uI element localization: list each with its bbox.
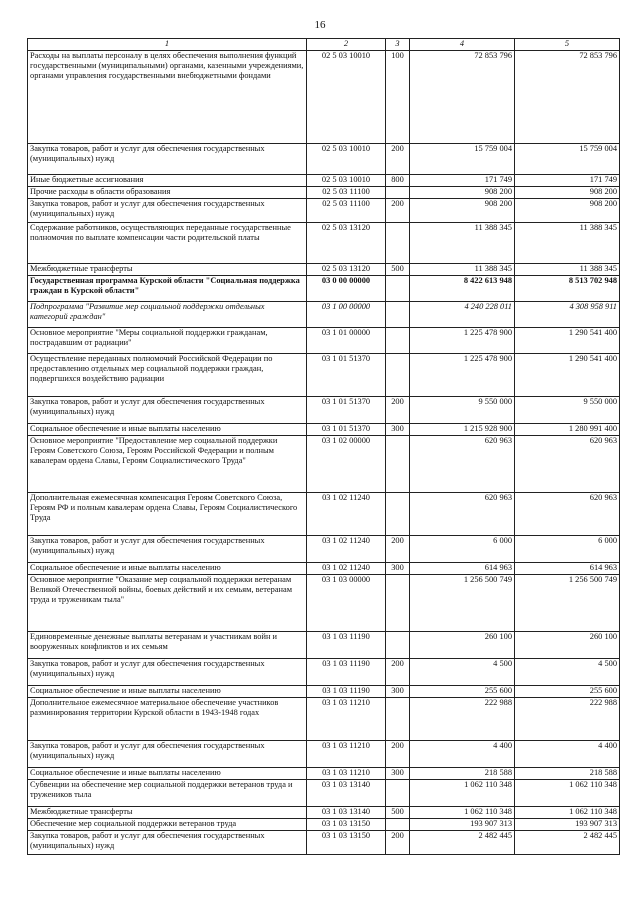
- row-name-cell: Закупка товаров, работ и услуг для обеспечения государственных (муниципальных) нужд: [28, 144, 307, 175]
- row-year2-amount-cell: 11 388 345: [515, 223, 620, 264]
- row-code-cell: 02 5 03 11100: [307, 187, 386, 199]
- row-name-cell: Дополнительная ежемесячная компенсация Героям Советского Союза, Героям РФ и полным кавалерам ордена Славы, Героям Социалистического Труда: [28, 493, 307, 536]
- row-name-cell: Подпрограмма "Развитие мер социальной поддержки отдельных категорий граждан": [28, 302, 307, 328]
- row-expense-type-cell: [386, 819, 410, 831]
- row-year2-amount-cell: 908 200: [515, 187, 620, 199]
- row-year2-amount-cell: 1 062 110 348: [515, 807, 620, 819]
- row-year2-amount-cell: 6 000: [515, 536, 620, 563]
- row-name-cell: Закупка товаров, работ и услуг для обеспечения государственных (муниципальных) нужд: [28, 741, 307, 768]
- row-expense-type-cell: [386, 575, 410, 632]
- row-code-cell: 03 1 03 11210: [307, 698, 386, 741]
- row-expense-type-cell: 800: [386, 175, 410, 187]
- row-year2-amount-cell: 1 290 541 400: [515, 328, 620, 354]
- table-row: [28, 354, 620, 397]
- row-year1-amount-cell: 11 388 345: [410, 264, 515, 276]
- row-year2-amount-cell: 1 256 500 749: [515, 575, 620, 632]
- column-number: 1: [28, 39, 307, 51]
- row-code-cell: 03 1 03 13140: [307, 807, 386, 819]
- row-year2-amount-cell: 4 500: [515, 659, 620, 686]
- row-expense-type-cell: [386, 276, 410, 302]
- row-name-cell: Субвенции на обеспечение мер социальной поддержки ветеранов труда и тружеников тыла: [28, 780, 307, 807]
- row-name-cell: Социальное обеспечение и иные выплаты населению: [28, 768, 307, 780]
- row-year1-amount-cell: 4 400: [410, 741, 515, 768]
- table-row: [28, 831, 620, 855]
- row-year1-amount-cell: 9 550 000: [410, 397, 515, 424]
- table-body: [28, 51, 620, 855]
- table-row: [28, 575, 620, 632]
- row-code-cell: 03 1 03 00000: [307, 575, 386, 632]
- row-expense-type-cell: [386, 354, 410, 397]
- row-name-cell: Прочие расходы в области образования: [28, 187, 307, 199]
- row-code-cell: 02 5 03 13120: [307, 223, 386, 264]
- row-expense-type-cell: 300: [386, 424, 410, 436]
- row-year2-amount-cell: 9 550 000: [515, 397, 620, 424]
- row-code-cell: 03 1 02 00000: [307, 436, 386, 493]
- table-row: [28, 264, 620, 276]
- table-row: [28, 276, 620, 302]
- row-year1-amount-cell: 1 062 110 348: [410, 807, 515, 819]
- row-name-cell: Закупка товаров, работ и услуг для обеспечения государственных (муниципальных) нужд: [28, 536, 307, 563]
- row-code-cell: 03 1 00 00000: [307, 302, 386, 328]
- table-row: [28, 741, 620, 768]
- table-row: [28, 659, 620, 686]
- table-row: [28, 223, 620, 264]
- table-row: [28, 780, 620, 807]
- table-row: [28, 686, 620, 698]
- row-code-cell: 02 5 03 10010: [307, 51, 386, 144]
- table-row: [28, 819, 620, 831]
- row-year1-amount-cell: 72 853 796: [410, 51, 515, 144]
- row-expense-type-cell: [386, 187, 410, 199]
- column-number: 4: [410, 39, 515, 51]
- row-year1-amount-cell: 1 215 928 900: [410, 424, 515, 436]
- row-year1-amount-cell: 908 200: [410, 199, 515, 223]
- row-name-cell: Содержание работников, осуществляющих переданные государственные полномочия по выплате компенсации части родительской платы: [28, 223, 307, 264]
- budget-table: [27, 38, 620, 855]
- row-name-cell: Социальное обеспечение и иные выплаты населению: [28, 686, 307, 698]
- row-expense-type-cell: [386, 223, 410, 264]
- row-name-cell: Расходы на выплаты персоналу в целях обеспечения выполнения функций государственными (муниципальными) органами, казенными учреждениями, органами управления государственными внебюджетными фондами: [28, 51, 307, 144]
- row-name-cell: Закупка товаров, работ и услуг для обеспечения государственных (муниципальных) нужд: [28, 659, 307, 686]
- row-code-cell: 03 1 03 11190: [307, 686, 386, 698]
- row-year2-amount-cell: 620 963: [515, 493, 620, 536]
- table-row: [28, 302, 620, 328]
- table-row: [28, 328, 620, 354]
- row-expense-type-cell: [386, 436, 410, 493]
- row-year1-amount-cell: 620 963: [410, 493, 515, 536]
- row-expense-type-cell: [386, 302, 410, 328]
- row-year2-amount-cell: 4 400: [515, 741, 620, 768]
- row-expense-type-cell: 300: [386, 563, 410, 575]
- row-name-cell: Государственная программа Курской области "Социальная поддержка граждан в Курской области": [28, 276, 307, 302]
- table-row: [28, 563, 620, 575]
- row-year2-amount-cell: 4 308 958 911: [515, 302, 620, 328]
- row-code-cell: 03 1 01 51370: [307, 354, 386, 397]
- row-expense-type-cell: 200: [386, 397, 410, 424]
- row-expense-type-cell: [386, 632, 410, 659]
- row-year1-amount-cell: 908 200: [410, 187, 515, 199]
- row-year2-amount-cell: 908 200: [515, 199, 620, 223]
- row-code-cell: 03 1 02 11240: [307, 536, 386, 563]
- row-year2-amount-cell: 222 988: [515, 698, 620, 741]
- row-year1-amount-cell: 4 240 228 011: [410, 302, 515, 328]
- table-row: [28, 144, 620, 175]
- row-year2-amount-cell: 1 280 991 400: [515, 424, 620, 436]
- row-year1-amount-cell: 614 963: [410, 563, 515, 575]
- row-year1-amount-cell: 1 256 500 749: [410, 575, 515, 632]
- row-name-cell: Единовременные денежные выплаты ветеранам и участникам войн и вооруженных конфликтов и их семьям: [28, 632, 307, 659]
- row-code-cell: 03 1 01 00000: [307, 328, 386, 354]
- row-year1-amount-cell: 218 588: [410, 768, 515, 780]
- row-name-cell: Межбюджетные трансферты: [28, 264, 307, 276]
- table-row: [28, 51, 620, 144]
- table-row: [28, 493, 620, 536]
- table-row: [28, 632, 620, 659]
- row-expense-type-cell: 100: [386, 51, 410, 144]
- row-year1-amount-cell: 260 100: [410, 632, 515, 659]
- row-name-cell: Основное мероприятие "Предоставление мер социальной поддержки Героям Советского Союза, Героям Российской Федерации и полным кавалерам ордена Славы, Героям Социалистического Труда": [28, 436, 307, 493]
- table-row: [28, 424, 620, 436]
- row-name-cell: Межбюджетные трансферты: [28, 807, 307, 819]
- row-year2-amount-cell: 2 482 445: [515, 831, 620, 855]
- row-code-cell: 02 5 03 10010: [307, 144, 386, 175]
- row-expense-type-cell: 200: [386, 536, 410, 563]
- table-row: [28, 698, 620, 741]
- row-year2-amount-cell: 8 513 702 948: [515, 276, 620, 302]
- row-year1-amount-cell: 193 907 313: [410, 819, 515, 831]
- row-expense-type-cell: 200: [386, 144, 410, 175]
- row-year1-amount-cell: 15 759 004: [410, 144, 515, 175]
- row-name-cell: Иные бюджетные ассигнования: [28, 175, 307, 187]
- row-expense-type-cell: 300: [386, 686, 410, 698]
- row-expense-type-cell: [386, 780, 410, 807]
- row-code-cell: 02 5 03 13120: [307, 264, 386, 276]
- row-year2-amount-cell: 1 062 110 348: [515, 780, 620, 807]
- table-row: [28, 436, 620, 493]
- row-year1-amount-cell: 222 988: [410, 698, 515, 741]
- row-year1-amount-cell: 620 963: [410, 436, 515, 493]
- row-name-cell: Социальное обеспечение и иные выплаты населению: [28, 424, 307, 436]
- row-year2-amount-cell: 614 963: [515, 563, 620, 575]
- row-name-cell: Закупка товаров, работ и услуг для обеспечения государственных (муниципальных) нужд: [28, 831, 307, 855]
- row-year1-amount-cell: 171 749: [410, 175, 515, 187]
- row-expense-type-cell: 200: [386, 199, 410, 223]
- row-code-cell: 03 1 03 13140: [307, 780, 386, 807]
- row-year2-amount-cell: 620 963: [515, 436, 620, 493]
- row-year2-amount-cell: 260 100: [515, 632, 620, 659]
- row-year1-amount-cell: 1 062 110 348: [410, 780, 515, 807]
- row-expense-type-cell: 200: [386, 831, 410, 855]
- row-expense-type-cell: [386, 493, 410, 536]
- column-number: 5: [515, 39, 620, 51]
- row-code-cell: 03 0 00 00000: [307, 276, 386, 302]
- row-year1-amount-cell: 2 482 445: [410, 831, 515, 855]
- row-name-cell: Осуществление переданных полномочий Российской Федерации по предоставлению отдельных мер социальной поддержки граждан, подвергшихся воздействию радиации: [28, 354, 307, 397]
- row-name-cell: Социальное обеспечение и иные выплаты населению: [28, 563, 307, 575]
- row-year1-amount-cell: 255 600: [410, 686, 515, 698]
- table-row: [28, 536, 620, 563]
- row-name-cell: Дополнительное ежемесячное материальное обеспечение участников разминирования территории Курской области в 1943-1948 годах: [28, 698, 307, 741]
- row-code-cell: 03 1 03 13150: [307, 819, 386, 831]
- row-code-cell: 03 1 01 51370: [307, 424, 386, 436]
- table-row: [28, 807, 620, 819]
- row-year1-amount-cell: 11 388 345: [410, 223, 515, 264]
- table-row: [28, 187, 620, 199]
- row-code-cell: 03 1 01 51370: [307, 397, 386, 424]
- table-row: [28, 768, 620, 780]
- table-row: [28, 199, 620, 223]
- row-code-cell: 03 1 03 11210: [307, 768, 386, 780]
- row-expense-type-cell: 500: [386, 264, 410, 276]
- row-expense-type-cell: 200: [386, 659, 410, 686]
- row-name-cell: Закупка товаров, работ и услуг для обеспечения государственных (муниципальных) нужд: [28, 199, 307, 223]
- row-expense-type-cell: [386, 698, 410, 741]
- row-year1-amount-cell: 8 422 613 948: [410, 276, 515, 302]
- row-name-cell: Основное мероприятие "Меры социальной поддержки гражданам, пострадавшим от радиации": [28, 328, 307, 354]
- table-row: [28, 175, 620, 187]
- row-code-cell: 03 1 03 13150: [307, 831, 386, 855]
- row-code-cell: 03 1 03 11190: [307, 632, 386, 659]
- row-year2-amount-cell: 171 749: [515, 175, 620, 187]
- column-number-row: [28, 39, 620, 51]
- row-year2-amount-cell: 15 759 004: [515, 144, 620, 175]
- row-code-cell: 03 1 02 11240: [307, 493, 386, 536]
- row-name-cell: Обеспечение мер социальной поддержки ветеранов труда: [28, 819, 307, 831]
- column-number: 3: [386, 39, 410, 51]
- row-expense-type-cell: 300: [386, 768, 410, 780]
- row-expense-type-cell: 500: [386, 807, 410, 819]
- row-year2-amount-cell: 218 588: [515, 768, 620, 780]
- row-year1-amount-cell: 6 000: [410, 536, 515, 563]
- row-expense-type-cell: [386, 328, 410, 354]
- row-expense-type-cell: 200: [386, 741, 410, 768]
- row-year1-amount-cell: 1 225 478 900: [410, 354, 515, 397]
- row-name-cell: Основное мероприятие "Оказание мер социальной поддержки ветеранам Великой Отечественной войны, боевых действий и их семьям, ветеранам труда и труженикам тыла": [28, 575, 307, 632]
- column-number: 2: [307, 39, 386, 51]
- row-year2-amount-cell: 11 388 345: [515, 264, 620, 276]
- row-year2-amount-cell: 72 853 796: [515, 51, 620, 144]
- row-code-cell: 03 1 03 11210: [307, 741, 386, 768]
- row-year2-amount-cell: 193 907 313: [515, 819, 620, 831]
- row-code-cell: 02 5 03 11100: [307, 199, 386, 223]
- table-row: [28, 397, 620, 424]
- row-year2-amount-cell: 255 600: [515, 686, 620, 698]
- row-code-cell: 03 1 03 11190: [307, 659, 386, 686]
- row-code-cell: 02 5 03 10010: [307, 175, 386, 187]
- page-number: 16: [314, 19, 326, 31]
- row-year1-amount-cell: 1 225 478 900: [410, 328, 515, 354]
- row-year1-amount-cell: 4 500: [410, 659, 515, 686]
- row-name-cell: Закупка товаров, работ и услуг для обеспечения государственных (муниципальных) нужд: [28, 397, 307, 424]
- row-year2-amount-cell: 1 290 541 400: [515, 354, 620, 397]
- row-code-cell: 03 1 02 11240: [307, 563, 386, 575]
